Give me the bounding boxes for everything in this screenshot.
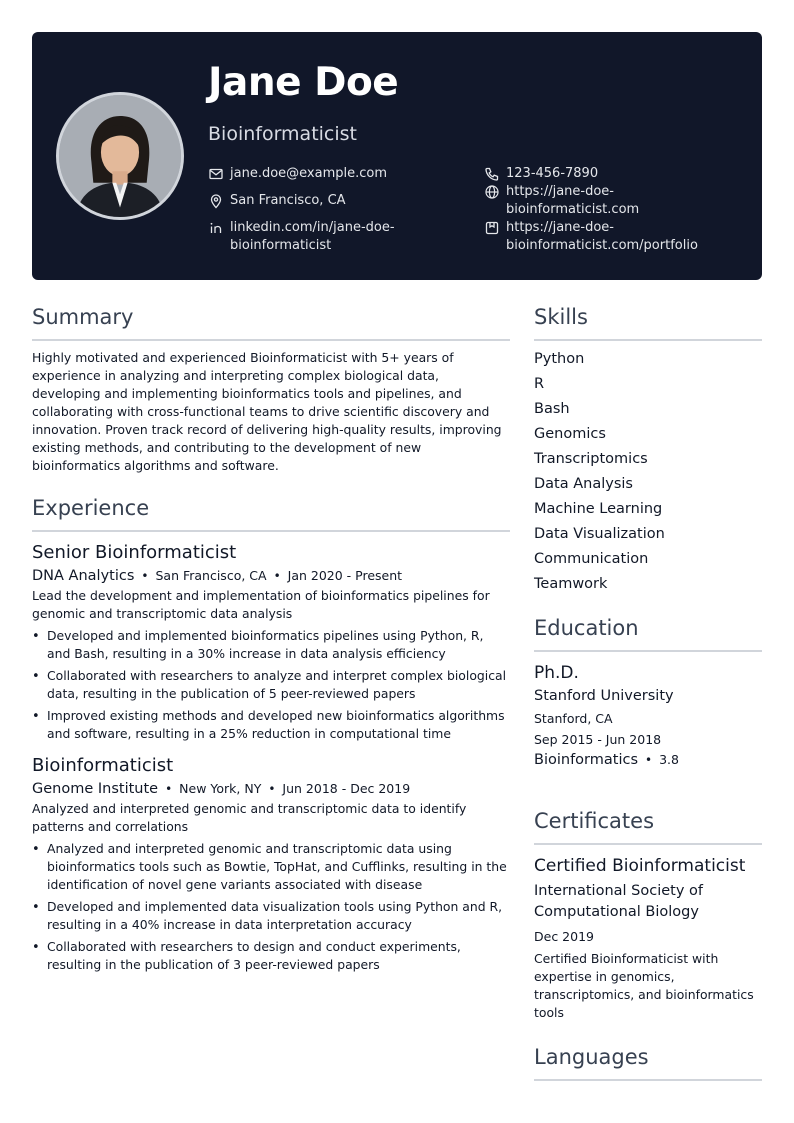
summary-text: Highly motivated and experienced Bioinformaticist with 5+ years of experience in analyzing and interpreting complex biological data, developing and implementing bioinformatics tools and pipelines, and collaborating with cross-functional teams to drive scientific discovery and innovation. Proven track record of delivering high-quality results, improving existing methods, and contributing to the development of new bioinformatics algorithms and software. (32, 350, 502, 473)
separator-dot: • (268, 782, 276, 796)
email-text[interactable]: jane.doe@example.com (230, 166, 388, 181)
list-item: • Improved existing methods and developed new bioinformatics algorithms and software, resulting in a 25% reduction in computational time (32, 707, 510, 743)
job-dates: Jan 2020 - Present (287, 568, 403, 583)
job-title: Senior Bioinformaticist (32, 542, 237, 563)
job-title: Bioinformaticist (32, 755, 174, 776)
portfolio-text[interactable]: https://jane-doe-bioinformaticist.com/portfolio (506, 220, 698, 253)
separator-dot: • (645, 753, 653, 767)
section-divider (32, 530, 510, 532)
separator-dot: • (273, 569, 281, 583)
location-text: San Francisco, CA (230, 193, 346, 208)
skill-item: Bash (534, 401, 570, 417)
list-item: • Developed and implemented bioinformatics pipelines using Python, R, and Bash, resulting in a 30% increase in data analysis efficiency (32, 627, 510, 663)
phone-text[interactable]: 123-456-7890 (506, 166, 599, 181)
certificate-issuer: International Society of Computational Biology (534, 883, 704, 920)
contact-email[interactable] (208, 165, 387, 183)
job-entry (32, 755, 510, 974)
job-meta (32, 781, 510, 797)
education-heading: Education (534, 616, 639, 640)
skill-item: Teamwork (534, 576, 608, 592)
separator-dot: • (165, 782, 173, 796)
languages-section (534, 1045, 762, 1081)
section-divider (534, 843, 762, 845)
candidate-role: Bioinformaticist (208, 123, 358, 145)
list-item: • Analyzed and interpreted genomic and transcriptomic data using bioinformatics tools such as Bowtie, TopHat, and Cufflinks, resulting in the identification of novel gene variants associated with disease (32, 840, 510, 894)
summary-section (32, 305, 510, 475)
education-location: Stanford, CA (534, 711, 613, 726)
education-field-gpa (534, 752, 762, 768)
certificates-section (534, 809, 762, 1022)
skill-item: Data Analysis (534, 476, 633, 492)
skills-list (534, 347, 762, 597)
job-entry (32, 542, 510, 743)
skill-item: Python (534, 351, 585, 367)
experience-section (32, 496, 510, 978)
certificates-heading: Certificates (534, 809, 655, 833)
linkedin-text[interactable]: linkedin.com/in/jane-doe-bioinformaticist (230, 220, 395, 253)
avatar (56, 92, 184, 220)
skill-item: Machine Learning (534, 501, 663, 517)
contact-website[interactable] (484, 183, 704, 219)
education-degree: Ph.D. (534, 663, 579, 683)
globe-icon (484, 184, 500, 200)
job-description: Lead the development and implementation of bioinformatics pipelines for genomic and transcriptomic data analysis (32, 588, 490, 621)
section-divider (534, 339, 762, 341)
job-company: DNA Analytics (32, 568, 135, 584)
section-divider (32, 339, 510, 341)
map-pin-icon (208, 193, 224, 209)
resume-header (32, 32, 762, 280)
contact-portfolio[interactable] (484, 219, 724, 255)
job-location: New York, NY (179, 781, 262, 796)
skill-item: Transcriptomics (534, 451, 648, 467)
contact-location (208, 192, 346, 210)
skill-item: Communication (534, 551, 649, 567)
list-item: • Collaborated with researchers to analyze and interpret complex biological data, resulting in the publication of 5 peer-reviewed papers (32, 667, 510, 703)
job-location: San Francisco, CA (155, 568, 267, 583)
job-meta (32, 568, 510, 584)
skill-item: R (534, 376, 545, 392)
list-item: • Developed and implemented data visualization tools using Python and R, resulting in a 40% increase in data interpretation accuracy (32, 898, 510, 934)
separator-dot: • (141, 569, 149, 583)
skills-section (534, 305, 762, 597)
certificate-description: Certified Bioinformaticist with expertise in genomics, transcriptomics, and bioinformatics tools (534, 951, 754, 1020)
mail-icon (208, 166, 224, 182)
job-company: Genome Institute (32, 781, 159, 797)
skill-item: Data Visualization (534, 526, 665, 542)
section-divider (534, 1079, 762, 1081)
phone-icon (484, 166, 500, 182)
section-divider (534, 650, 762, 652)
education-field: Bioinformatics (534, 752, 638, 768)
profile-photo-icon (59, 95, 181, 217)
languages-heading: Languages (534, 1045, 649, 1069)
education-gpa: 3.8 (659, 752, 679, 767)
education-section (534, 616, 762, 768)
job-description: Analyzed and interpreted genomic and transcriptomic data to identify patterns and correlations (32, 801, 467, 834)
summary-heading: Summary (32, 305, 134, 329)
experience-heading: Experience (32, 496, 150, 520)
education-school: Stanford University (534, 688, 674, 704)
skill-item: Genomics (534, 426, 606, 442)
job-bullets (32, 840, 510, 974)
website-text[interactable]: https://jane-doe-bioinformaticist.com (506, 184, 640, 217)
list-item: • Collaborated with researchers to design and conduct experiments, resulting in the publication of 3 peer-reviewed papers (32, 938, 510, 974)
certificate-name: Certified Bioinformaticist (534, 856, 746, 876)
contact-linkedin[interactable] (208, 219, 428, 255)
portfolio-icon (484, 220, 500, 236)
linkedin-icon (208, 220, 224, 236)
certificate-date: Dec 2019 (534, 929, 594, 944)
contact-phone[interactable] (484, 165, 598, 183)
candidate-name: Jane Doe (208, 60, 399, 105)
job-dates: Jun 2018 - Dec 2019 (282, 781, 411, 796)
skills-heading: Skills (534, 305, 588, 329)
education-dates: Sep 2015 - Jun 2018 (534, 732, 662, 747)
job-bullets (32, 627, 510, 743)
